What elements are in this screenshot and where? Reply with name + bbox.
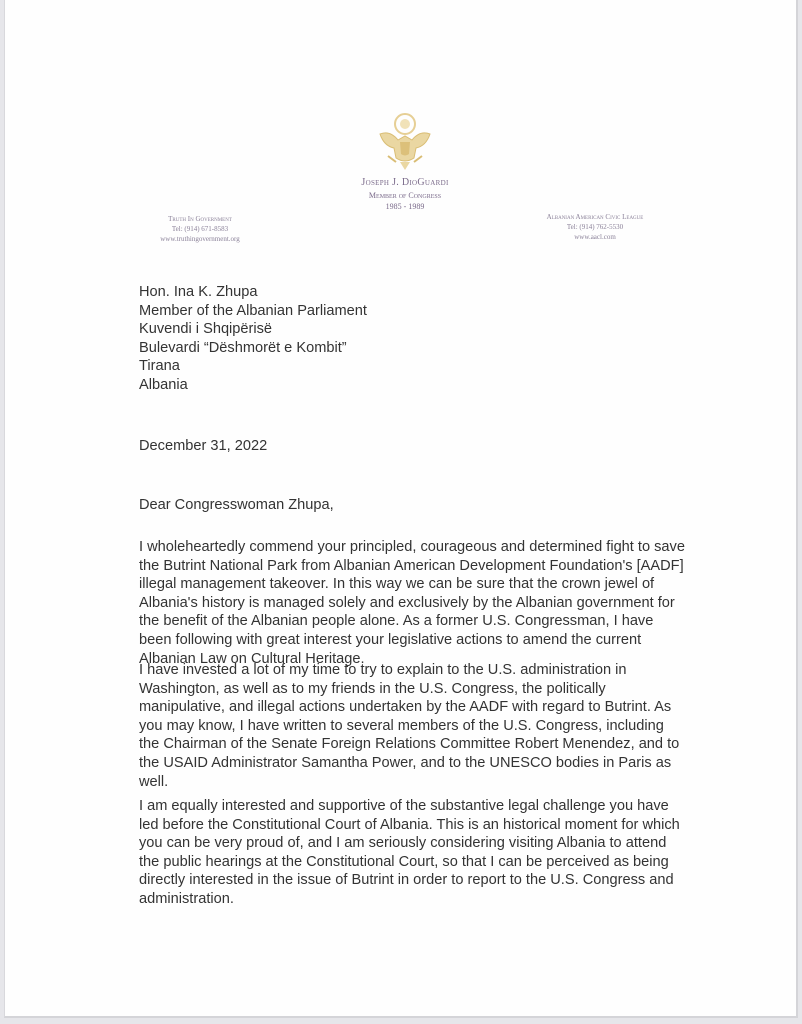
letter-date: December 31, 2022 [139, 438, 268, 454]
address-line: Tirana [139, 358, 180, 375]
left-org: Truth In Government [168, 215, 232, 223]
paragraph-line: the Butrint National Park from Albanian American Development Foundation's [AADF] [139, 557, 684, 574]
letter-page [4, 0, 798, 1018]
recipient-address [139, 283, 367, 395]
address-line: Member of the Albanian Parliament [139, 302, 367, 319]
paragraph-line: you can be very proud of, and I am seriously considering visiting Albania to attend [139, 835, 667, 852]
sender-years: 1985 - 1989 [385, 202, 425, 211]
address-line: Albania [139, 376, 188, 393]
paragraph-line: Albanian Law on Cultural Heritage. [139, 650, 365, 667]
right-web: www.aacl.com [574, 233, 616, 241]
paragraph-line: the benefit of the Albanian people alone. As a former U.S. Congressman, I have [139, 613, 654, 630]
paragraph-line: the Chairman of the Senate Foreign Relations Committee Robert Menendez, and to [139, 736, 680, 753]
paragraph-line: manipulative, and illegal actions undertaken by the AADF with regard to Butrint. As [139, 699, 672, 716]
paragraph-line: I wholeheartedly commend your principled, courageous and determined fight to save [139, 539, 685, 555]
paragraph-line: I have invested a lot of my time to try to explain to the U.S. administration in [139, 662, 627, 678]
body-paragraph [139, 797, 699, 909]
paragraph-line: led before the Constitutional Court of Albania. This is an historical moment for which [139, 816, 680, 833]
paragraph-line: administration. [139, 890, 234, 907]
paragraph-line: illegal management takeover. In this way we can be sure that the crown jewel of [139, 576, 655, 593]
salutation: Dear Congresswoman Zhupa, [139, 497, 334, 513]
address-line: Hon. Ina K. Zhupa [139, 284, 258, 300]
letterhead-right-block [515, 212, 675, 242]
address-line: Kuvendi i Shqipërisë [139, 321, 273, 338]
paragraph-line: been following with great interest your legislative actions to amend the current [139, 631, 642, 648]
paragraph-line: you may know, I have written to several members of the U.S. Congress, including [139, 717, 664, 734]
left-tel: Tel: (914) 671-8583 [171, 225, 229, 233]
paragraph-line: well. [139, 773, 169, 790]
paragraph-line: the USAID Administrator Samantha Power, and to the UNESCO bodies in Paris as [139, 754, 672, 771]
letterhead-left-block [125, 214, 275, 244]
paragraph-line: directly interested in the issue of Butrint in order to report to the U.S. Congress and [139, 872, 674, 889]
body-paragraph [139, 661, 699, 791]
paragraph-line: Washington, as well as to my friends in the U.S. Congress, the politically [139, 680, 606, 697]
eagle-seal-icon [376, 112, 434, 172]
address-line: Bulevardi “Dëshmorët e Kombit” [139, 339, 347, 356]
paragraph-line: I am equally interested and supportive of the substantive legal challenge you have [139, 798, 669, 814]
right-tel: Tel: (914) 762-5530 [566, 223, 624, 231]
paragraph-line: Albania's history is managed solely and exclusively by the Albanian government for [139, 594, 675, 611]
sender-name: Joseph J. DioGuardi [361, 177, 449, 188]
left-web: www.truthingovernment.org [160, 235, 240, 243]
paragraph-line: the public hearings at the Constitutional Court, so that I can be perceived as being [139, 853, 669, 870]
body-paragraph [139, 538, 699, 668]
right-org: Albanian American Civic League [546, 213, 644, 221]
sender-title: Member of Congress [368, 191, 442, 200]
